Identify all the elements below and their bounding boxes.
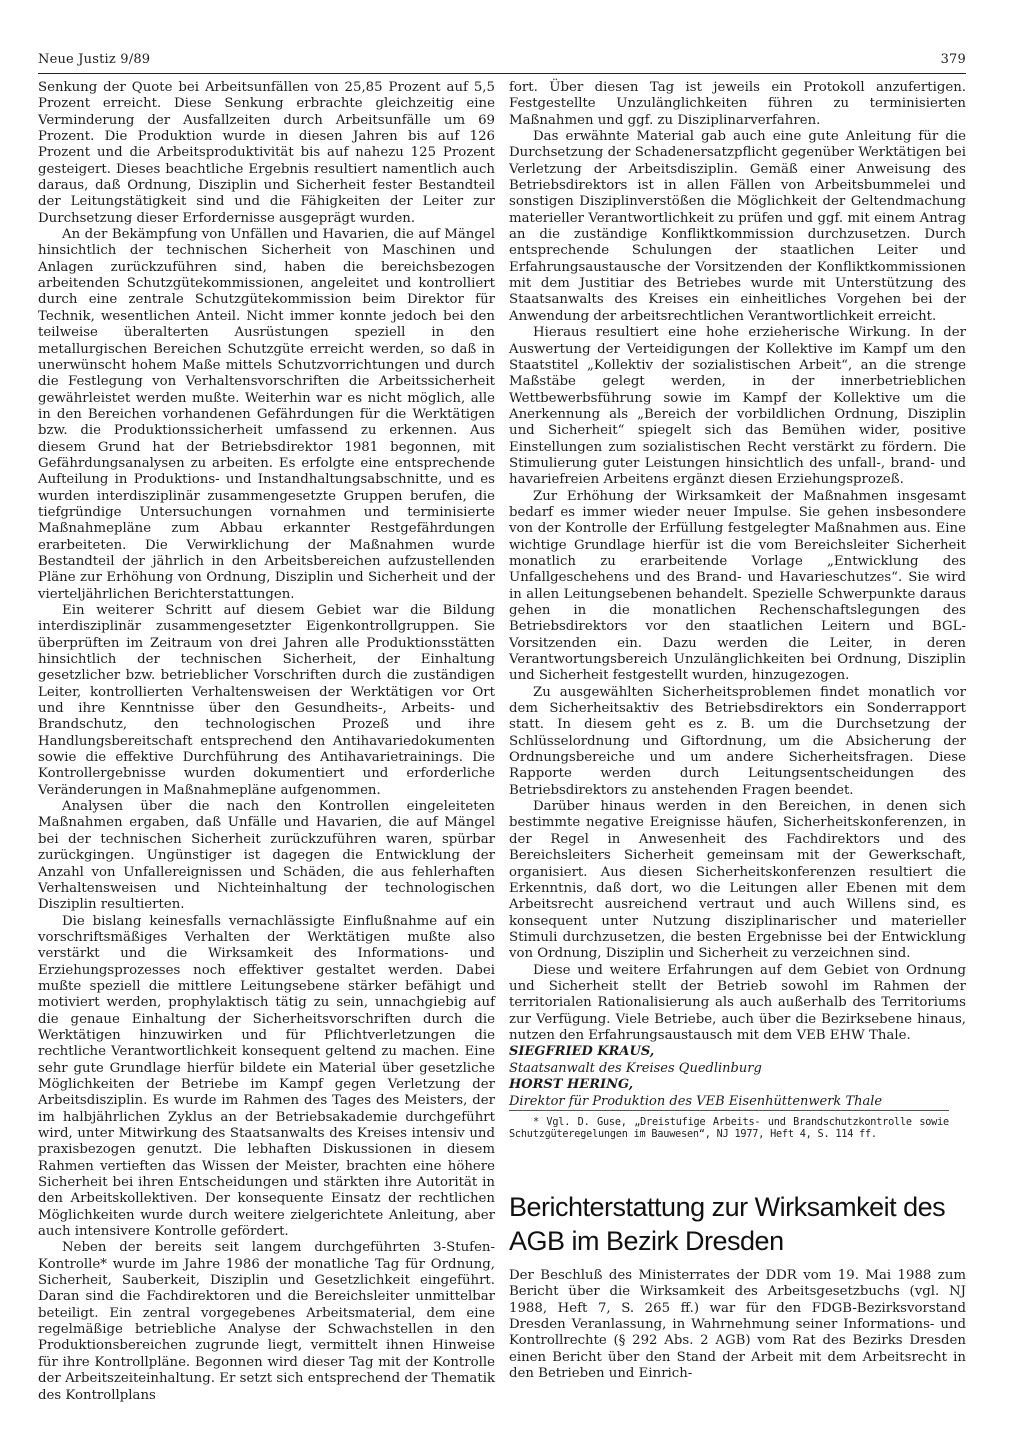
author-title: Direktor für Produktion des VEB Eisenhüttenwerk Thale xyxy=(509,1093,883,1109)
paragraph: Senkung der Quote bei Arbeitsunfällen von 25,85 Prozent auf 5,5 Prozent erreicht. Diese Senkung erbrachte gleichzeitig eine Verminderung der Ausfallzeiten durch Arbeitsunfälle um 69 Prozent. Die Produktion wurde in diesen Jahren bis auf 126 Prozent und die Arbeitsproduktivität bis auf nahezu 125 Prozent gesteigert. Dieses beachtliche Ergebnis resultiert namentlich auch daraus, daß Ordnung, Disziplin und Sicherheit fester Bestandteil der Leitungstätigkeit sind und die Fähigkeiten der Leiter zur Durchsetzung dieser Erfordernisse ausgeprägt wurden. xyxy=(38,80,495,226)
article-paragraph: Der Beschluß des Ministerrates der DDR vom 19. Mai 1988 zum Bericht über die Wirksamkeit des Arbeitsgesetzbuchs (vgl. NJ 1988, Heft 7, S. 265 ff.) war für den FDGB-Bezirksvorstand Dresden Veranlassung, in Wahrnehmung seiner Informations- und Kontrollrechte (§ 292 Abs. 2 AGB) vom Rat des Bezirks Dresden einen Bericht über den Stand der Arbeit mit dem Arbeitsrecht in den Betrieben und Einrich- xyxy=(509,1267,966,1381)
page-number: 379 xyxy=(940,52,966,67)
paragraph: fort. Über diesen Tag ist jeweils ein Protokoll anzufertigen. Festgestellte Unzulänglichkeiten führen zu terminisierten Maßnahmen und ggf. zu Disziplinarverfahren. xyxy=(509,80,966,128)
paragraph: Darüber hinaus werden in den Bereichen, in denen sich bestimmte negative Ereignisse häufen, Sicherheitskonferenzen, in der Regel in Anwesenheit des Fachdirektors und des Bereichsleiters Sicherheit gemeinsam mit der Gewerkschaft, organisiert. Aus diesen Sicherheitskonferenzen resultiert die Erkenntnis, daß dort, wo die Leitungen aller Ebenen mit dem Arbeitsrecht ausreichend vertraut und auch Willens sind, es konsequent unter Nutzung disziplinarischer und materieller Stimuli durchzusetzen, die besten Ergebnisse bei der Entwicklung von Ordnung, Disziplin und Sicherheit zu verzeichnen sind. xyxy=(509,799,966,962)
paragraph: Diese und weitere Erfahrungen auf dem Gebiet von Ordnung und Sicherheit stellt der Betrieb sowohl im Rahmen der territorialen Rationalisierung als auch außerhalb des Territoriums zur Verfügung. Viele Betriebe, auch über die Bezirksebene hinaus, nutzen den Erfahrungsaustausch mit dem VEB EHW Thale. xyxy=(509,962,966,1043)
footnote: * Vgl. D. Guse, „Dreistufige Arbeits- und Brandschutzkontrolle sowie Schutzgüteregelungen im Bauwesen“, NJ 1977, Heft 4, S. 114 ff. xyxy=(509,1110,949,1142)
paragraph: Hieraus resultiert eine hohe erzieherische Wirkung. In der Auswertung der Verteidigungen der Kollektive im Kampf um den Staatstitel „Kollektiv der sozialistischen Arbeit“, an die strenge Maßstäbe gelegt werden, in der innerbetrieblichen Wettbewerbsführung sowie im Kampf der Kollektive um die Anerkennung als „Bereich der vorbildlichen Ordnung, Disziplin und Sicherheit“ spiegelt sich das Bemühen wider, positive Einstellungen zum sozialistischen Recht verstärkt zu fördern. Die Stimulierung guter Leistungen hinsichtlich des unfall-, brand- und havariefreien Arbeitens ergänzt diesen Erziehungsprozeß. xyxy=(509,325,966,488)
paragraph: Die bislang keinesfalls vernachlässigte Einflußnahme auf ein vorschriftsmäßiges Verhalten der Werktätigen mußte also verstärkt und die Wirksamkeit des Informations- und Erziehungsprozesses noch effektiver gestaltet werden. Dabei mußte speziell die mittlere Leitungsebene stärker befähigt und motiviert werden, prophylaktisch tätig zu sein, unnachgiebig auf die genaue Einhaltung der Sicherheitsvorschriften durch die Werktätigen hinzuwirken und für Pflichtverletzungen die rechtliche Verantwortlichkeit konsequent geltend zu machen. Eine sehr gute Grundlage hierfür bildete ein Material über gesetzliche Möglichkeiten der Betriebe im Kampf gegen Verletzung der Arbeitsdisziplin. Es wurde im Rahmen des Tages des Meisters, der im halbjährlichen Zyklus an der Betriebsakademie durchgeführt wird, unter Mitwirkung des Staatsanwalts des Kreises intensiv und praxisbezogen genutzt. Die lebhaften Diskussionen in diesem Rahmen vertieften das Wissen der Meister, brachten eine höhere Sicherheit bei ihren Entscheidungen und stärkten ihre Autorität in den Arbeitskollektiven. Der konsequente Einsatz der rechtlichen Möglichkeiten wurde durch weitere zielgerichtete Anleitung, aber auch intensivere Kontrolle gefördert. xyxy=(38,913,495,1240)
author-title: Staatsanwalt des Kreises Quedlinburg xyxy=(509,1060,762,1076)
author-signature-2 xyxy=(509,1077,966,1110)
paragraph: An der Bekämpfung von Unfällen und Havarien, die auf Mängel hinsichtlich der technischen Sicherheit von Maschinen und Anlagen zurückzuführen sind, haben die bereichsbezogen arbeitenden Schutzgütekommissionen, angeleitet und kontrolliert durch eine zentrale Schutzgütekommission beim Direktor für Technik, wesentlichen Anteil. Nicht immer konnte jedoch bei den teilweise überalterten Ausrüstungen speziell in den metallurgischen Bereichen Schutzgüte erreicht werden, so daß in unerwünscht hohem Maße mittels Schutzvorrichtungen und durch die Festlegung von Verhaltensvorschriften die Arbeitssicherheit gewährleistet werden mußte. Weiterhin war es nicht möglich, alle in den Bereichen vorhandenen Gefährdungen für die Werktätigen bzw. die Produktionssicherheit umfassend zu erkennen. Aus diesem Grund hat der Betriebsdirektor 1981 begonnen, mit Gefährdungsanalysen zu arbeiten. Es erfolgte eine entsprechende Aufteilung in Produktions- und Instandhaltungsabschnitte, und es wurden interdisziplinär zusammengesetzte Gruppen berufen, die tiefgründige Untersuchungen vornahmen und terminisierte Maßnahmepläne zum Abbau erkannter Restgefährdungen erarbeiteten. Die Verwirklichung der Maßnahmen wurde Bestandteil der jährlich in den Arbeitsbereichen aufzustellenden Pläne zur Erhöhung von Ordnung, Disziplin und Sicherheit und der vierteljährlichen Berichterstattungen. xyxy=(38,227,495,602)
article-title: Berichterstattung zur Wirksamkeit des AGB im Bezirk Dresden xyxy=(509,1191,946,1256)
paragraph: Zu ausgewählten Sicherheitsproblemen findet monatlich vor dem Sicherheitsaktiv des Betriebsdirektors ein Sonderrapport statt. In diesem geht es z. B. um die Durchsetzung der Schlüsselordnung und Giftordnung, um die Absicherung der Ordnungsbereiche und um andere Sicherheitsfragen. Diese Rapporte werden durch Leitungsentscheidungen des Betriebsdirektors zu anstehenden Fragen beendet. xyxy=(509,684,966,798)
running-header xyxy=(38,50,966,72)
author-signature-1 xyxy=(509,1044,966,1077)
author-name: HORST HERING, xyxy=(509,1077,634,1093)
paragraph: Neben der bereits seit langem durchgeführten 3-Stufen-Kontrolle* wurde im Jahre 1986 der monatliche Tag für Ordnung, Sicherheit, Sauberkeit, Disziplin und Gesetzlichkeit eingeführt. Daran sind die Fachdirektoren und die Bereichsleiter unmittelbar beteiligt. Ein zentral vorgegebenes Arbeitsmaterial, dem eine regelmäßige betriebliche Analyse der Schwachstellen in den Produktionsbereichen zugrunde liegt, vermittelt ihnen Hinweise für ihre Kontrollpläne. Begonnen wird dieser Tag mit der Kontrolle der Arbeitszeiteinhaltung. Er setzt sich entsprechend der Thematik des Kontrollplans xyxy=(38,1240,495,1403)
paragraph: Analysen über die nach den Kontrollen eingeleiteten Maßnahmen ergaben, daß Unfälle und Havarien, die auf Mängel bei der technischen Sicherheit zurückzuführen waren, spürbar zurückgingen. Ungünstiger ist dagegen die Entwicklung der Anzahl von Unfallereignissen und Schäden, die aus fehlerhaften Verhaltensweisen und Nichteinhaltung der technologischen Disziplin resultierten. xyxy=(38,799,495,913)
right-column xyxy=(509,80,966,1382)
left-column xyxy=(38,80,495,1404)
paragraph: Zur Erhöhung der Wirksamkeit der Maßnahmen insgesamt bedarf es immer wieder neuer Impulse. Sie gehen insbesondere von der Kontrolle der Erfüllung festgelegter Maßnahmen aus. Eine wichtige Grundlage hierfür ist die vom Bereichsleiter Sicherheit monatlich zu erarbeitende Vorlage „Entwicklung des Unfallgeschehens und des Brand- und Havarieschutzes“. Sie wird in allen Leitungsebenen behandelt. Spezielle Schwerpunkte daraus gehen in die monatlichen Rechenschaftslegungen des Betriebsdirektors vor den staatlichen Leitern und BGL-Vorsitzenden ein. Dazu werden die Leiter, in deren Verantwortungsbereich Unzulänglichkeiten bei Ordnung, Disziplin und Sicherheit festgestellt wurden, hinzugezogen. xyxy=(509,488,966,684)
journal-issue: Neue Justiz 9/89 xyxy=(38,52,151,67)
author-name: SIEGFRIED KRAUS, xyxy=(509,1044,655,1060)
header-rule xyxy=(38,73,966,74)
paragraph: Das erwähnte Material gab auch eine gute Anleitung für die Durchsetzung der Schadenersatzpflicht gegenüber Werktätigen bei Verletzung der Arbeitsdisziplin. Gemäß einer Anweisung des Betriebsdirektors ist in allen Fällen von Arbeitsbummelei und sonstigen Disziplinverstößen die Möglichkeit der Geltendmachung materieller Verantwortlichkeit zu prüfen und ggf. mit einem Antrag an die zuständige Konfliktkommission durchzusetzen. Durch entsprechende Schulungen der staatlichen Leiter und Erfahrungsaustausche der Vorsitzenden der Konfliktkommissionen mit dem Justitiar des Betriebes wurde mit Unterstützung des Staatsanwalts des Kreises ein einheitliches Vorgehen bei der Anwendung der arbeitsrechtlichen Verantwortlichkeit erreicht. xyxy=(509,129,966,324)
paragraph: Ein weiterer Schritt auf diesem Gebiet war die Bildung interdisziplinär zusammengesetzter Eigenkontrollgruppen. Sie überprüften im Zeitraum von drei Jahren alle Produktionsstätten hinsichtlich der technischen Sicherheit, der Einhaltung gesetzlicher bzw. betrieblicher Vorschriften durch die zuständigen Leiter, kontrollierten Verhaltensweisen der Werktätigen vor Ort und ihre Kenntnisse über den Gesundheits-, Arbeits- und Brandschutz, den technologischen Prozeß und ihre Handlungsbereitschaft entsprechend den Antihavariedokumenten sowie die effektive Durchführung des Antihavarietrainings. Die Kontrollergebnisse wurden dokumentiert und erforderliche Veränderungen in Maßnahmepläne aufgenommen. xyxy=(38,603,495,798)
